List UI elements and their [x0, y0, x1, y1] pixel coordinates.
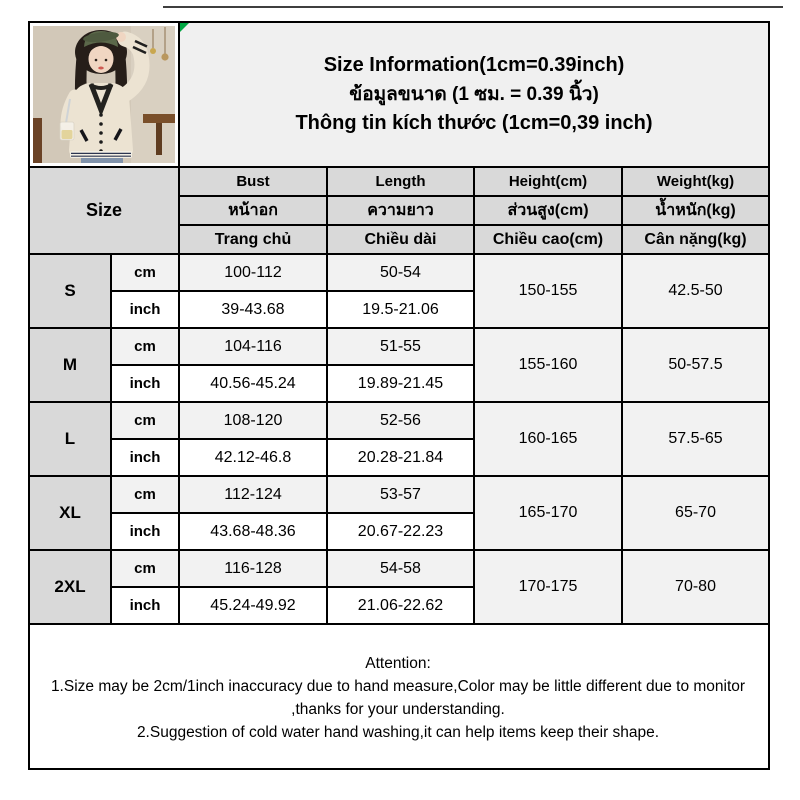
unit-inch: inch [111, 439, 179, 476]
product-photo-cell [29, 22, 179, 167]
header-length-th: ความยาว [327, 196, 474, 225]
attention-notes [29, 624, 769, 769]
xl-bust-cm: 112-124 [179, 476, 327, 513]
title-vietnamese: Thông tin kích thước (1cm=0,39 inch) [295, 112, 653, 134]
xl-length-inch: 20.67-22.23 [327, 513, 474, 550]
2xl-length-cm: 54-58 [327, 550, 474, 587]
2xl-height: 170-175 [474, 550, 622, 624]
attention-item-2: 2.Suggestion of cold water hand washing,it can help items keep their shape. [136, 724, 660, 742]
s-bust-inch: 39-43.68 [179, 291, 327, 328]
s-height: 150-155 [474, 254, 622, 328]
m-weight: 50-57.5 [622, 328, 769, 402]
l-bust-inch: 42.12-46.8 [179, 439, 327, 476]
unit-inch: inch [111, 291, 179, 328]
header-bust-th: หน้าอก [179, 196, 327, 225]
size-label-m: M [29, 328, 111, 402]
size-label-2xl: 2XL [29, 550, 111, 624]
size-table [28, 21, 770, 770]
unit-inch: inch [111, 513, 179, 550]
unit-cm: cm [111, 328, 179, 365]
unit-inch: inch [111, 587, 179, 624]
header-height-vi: Chiều cao(cm) [474, 225, 622, 254]
product-photo [30, 26, 178, 163]
unit-cm: cm [111, 550, 179, 587]
s-length-inch: 19.5-21.06 [327, 291, 474, 328]
size-label-xl: XL [29, 476, 111, 550]
title-english: Size Information(1cm=0.39inch) [323, 54, 625, 76]
l-length-cm: 52-56 [327, 402, 474, 439]
title-cell [179, 22, 769, 167]
2xl-bust-cm: 116-128 [179, 550, 327, 587]
header-height-th: ส่วนสูง(cm) [474, 196, 622, 225]
l-length-inch: 20.28-21.84 [327, 439, 474, 476]
unit-cm: cm [111, 402, 179, 439]
header-weight-vi: Cân nặng(kg) [622, 225, 769, 254]
l-weight: 57.5-65 [622, 402, 769, 476]
header-weight-en: Weight(kg) [622, 167, 769, 196]
xl-length-cm: 53-57 [327, 476, 474, 513]
header-length-en: Length [327, 167, 474, 196]
2xl-length-inch: 21.06-22.62 [327, 587, 474, 624]
unit-cm: cm [111, 476, 179, 513]
header-length-vi: Chiều dài [327, 225, 474, 254]
l-height: 160-165 [474, 402, 622, 476]
jacket-hem [70, 151, 132, 158]
furniture [143, 114, 175, 123]
header-weight-th: น้ำหนัก(kg) [622, 196, 769, 225]
unit-inch: inch [111, 365, 179, 402]
2xl-weight: 70-80 [622, 550, 769, 624]
header-size: Size [29, 167, 179, 254]
header-bust-en: Bust [179, 167, 327, 196]
title-thai: ข้อมูลขนาด (1 ซม. = 0.39 นิ้ว) [349, 84, 599, 105]
unit-cm: cm [111, 254, 179, 291]
m-height: 155-160 [474, 328, 622, 402]
xl-weight: 65-70 [622, 476, 769, 550]
size-label-s: S [29, 254, 111, 328]
top-edge-line [163, 6, 783, 8]
jeans [81, 158, 123, 163]
header-bust-vi: Trang chủ [179, 225, 327, 254]
m-length-inch: 19.89-21.45 [327, 365, 474, 402]
attention-title: Attention: [365, 654, 431, 672]
s-weight: 42.5-50 [622, 254, 769, 328]
corner-marker [180, 23, 189, 32]
m-bust-inch: 40.56-45.24 [179, 365, 327, 402]
header-height-en: Height(cm) [474, 167, 622, 196]
attention-item-1: 1.Size may be 2cm/1inch inaccuracy due to hand measure,Color may be little different due to monitor ,thanks for your understanding. [50, 677, 746, 718]
model-illustration [33, 26, 175, 163]
m-length-cm: 51-55 [327, 328, 474, 365]
2xl-bust-inch: 45.24-49.92 [179, 587, 327, 624]
m-bust-cm: 104-116 [179, 328, 327, 365]
xl-bust-inch: 43.68-48.36 [179, 513, 327, 550]
s-length-cm: 50-54 [327, 254, 474, 291]
xl-height: 165-170 [474, 476, 622, 550]
l-bust-cm: 108-120 [179, 402, 327, 439]
size-label-l: L [29, 402, 111, 476]
s-bust-cm: 100-112 [179, 254, 327, 291]
